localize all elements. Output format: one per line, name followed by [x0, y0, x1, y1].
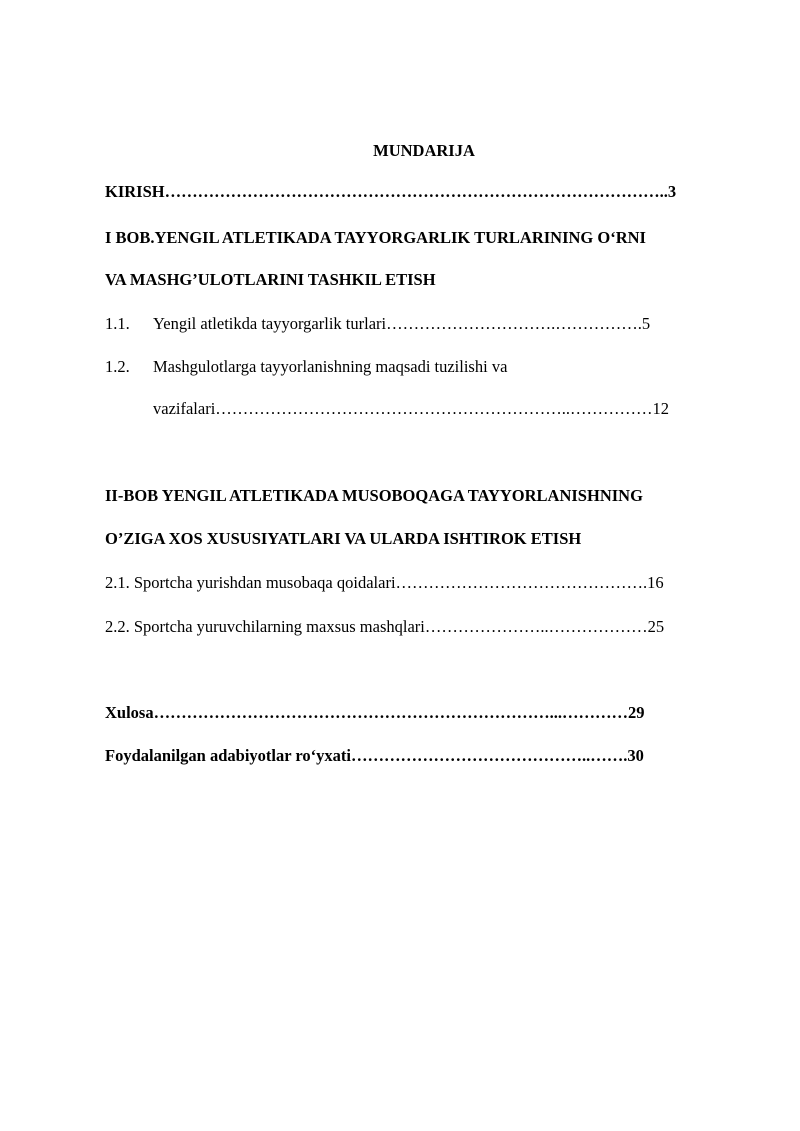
toc-entry-references: Foydalanilgan adabiyotlar ro‘yxati……………………………………..…….30 [105, 746, 644, 765]
toc-chapter2-heading-line2: O’ZIGA XOS XUSUSIYATLARI VA ULARDA ISHTIROK ETISH [105, 529, 582, 548]
toc-item-2-2: 2.2. Sportcha yuruvchilarning maxsus mashqlari…………………..………………25 [105, 617, 665, 636]
toc-entry-intro: KIRISH………………………………………………………………………………..3 [105, 182, 677, 201]
toc-item-2-1: 2.1. Sportcha yurishdan musobaqa qoidalari……………………………………….16 [105, 573, 664, 592]
toc-item-1-2-line1: Mashgulotlarga tayyorlanishning maqsadi tuzilishi va [153, 357, 508, 376]
toc-chapter1-heading-line1: I BOB.YENGIL ATLETIKADA TAYYORGARLIK TURLARINING O‘RNI [105, 228, 646, 247]
toc-item-1-1: Yengil atletikda tayyorgarlik turlari………………………….…………….5 [153, 314, 651, 333]
toc-entry-conclusion: Xulosa………………………………………………………………...…………29 [105, 703, 645, 722]
toc-item-1-1-number: 1.1. [105, 314, 130, 333]
toc-item-1-2-line2: vazifalari………………………………………………………..……………12 [153, 399, 670, 418]
toc-title: MUNDARIJA [373, 141, 475, 160]
toc-chapter1-heading-line2: VA MASHG’ULOTLARINI TASHKIL ETISH [105, 270, 436, 289]
toc-chapter2-heading-line1: II-BOB YENGIL ATLETIKADA MUSOBOQAGA TAYYORLANISHNING [105, 486, 643, 505]
toc-item-1-2-number: 1.2. [105, 357, 130, 376]
